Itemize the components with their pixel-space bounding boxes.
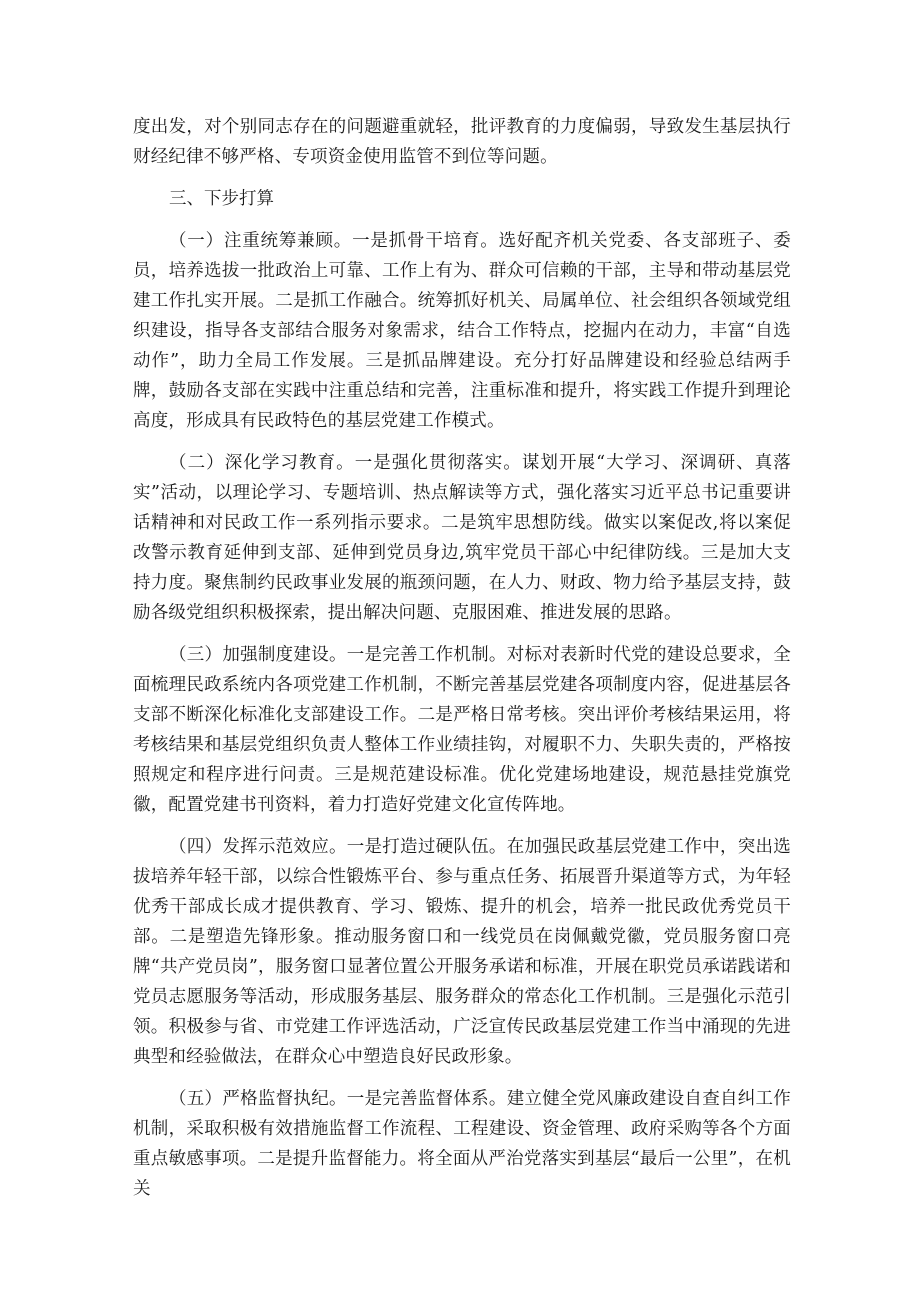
section-heading: 三、下步打算 (169, 189, 274, 209)
paragraph-continuation: 度出发，对个别同志存在的问题避重就轻，批评教育的力度偏弱，导致发生基层执行财经纪律不够严格、专项资金使用监管不到位等问题。 (133, 117, 791, 167)
paragraph-5: （五）严格监督执纪。一是完善监督体系。建立健全党风廉政建设自查自纠工作机制，采取积极有效措施监督工作流程、工程建设、资金管理、政府采购等各个方面重点敏感事项。二是提升监督能力。将全面从严治党落实到基层“最后一公里”，在机关 (133, 1089, 791, 1199)
document-page (133, 112, 791, 1204)
paragraph-3: （三）加强制度建设。一是完善工作机制。对标对表新时代党的建设总要求，全面梳理民政系统内各项党建工作机制，不断完善基层党建各项制度内容，促进基层各支部不断深化标准化支部建设工作。二是严格日常考核。突出评价考核结果运用，将考核结果和基层党组织负责人整体工作业绩挂钩，对履职不力、失职失责的，严格按照规定和程序进行问责。三是规范建设标准。优化党建场地建设，规范悬挂党旗党徽，配置党建书刊资料，着力打造好党建文化宣传阵地。 (133, 645, 791, 815)
paragraph-2: （二）深化学习教育。一是强化贯彻落实。谋划开展“大学习、深调研、真落实”活动，以理论学习、专题培训、热点解读等方式，强化落实习近平总书记重要讲话精神和对民政工作一系列指示要求。二是筑牢思想防线。做实以案促改,将以案促改警示教育延伸到支部、延伸到党员身边,筑牢党员干部心中纪律防线。三是加大支持力度。聚焦制约民政事业发展的瓶颈问题，在人力、财政、物力给予基层支持，鼓励各级党组织积极探索，提出解决问题、克服困难、推进发展的思路。 (133, 453, 791, 623)
paragraph-4: （四）发挥示范效应。一是打造过硬队伍。在加强民政基层党建工作中，突出选拔培养年轻干部，以综合性锻炼平台、参与重点任务、拓展晋升渠道等方式，为年轻优秀干部成长成才提供教育、学习、锻炼、提升的机会，培养一批民政优秀党员干部。二是塑造先锋形象。推动服务窗口和一线党员在岗佩戴党徽，党员服务窗口亮牌“共产党员岗”，服务窗口显著位置公开服务承诺和标准，开展在职党员承诺践诺和党员志愿服务等活动，形成服务基层、服务群众的常态化工作机制。三是强化示范引领。积极参与省、市党建工作评选活动，广泛宣传民政基层党建工作当中涌现的先进典型和经验做法，在群众心中塑造良好民政形象。 (133, 837, 791, 1067)
paragraph-1: （一）注重统筹兼顾。一是抓骨干培育。选好配齐机关党委、各支部班子、委员，培养选拔一批政治上可靠、工作上有为、群众可信赖的干部，主导和带动基层党建工作扎实开展。二是抓工作融合。统筹抓好机关、局属单位、社会组织各领域党组织建设，指导各支部结合服务对象需求，结合工作特点，挖掘内在动力，丰富“自选动作”，助力全局工作发展。三是抓品牌建设。充分打好品牌建设和经验总结两手牌，鼓励各支部在实践中注重总结和完善，注重标准和提升，将实践工作提升到理论高度，形成具有民政特色的基层党建工作模式。 (133, 231, 791, 431)
